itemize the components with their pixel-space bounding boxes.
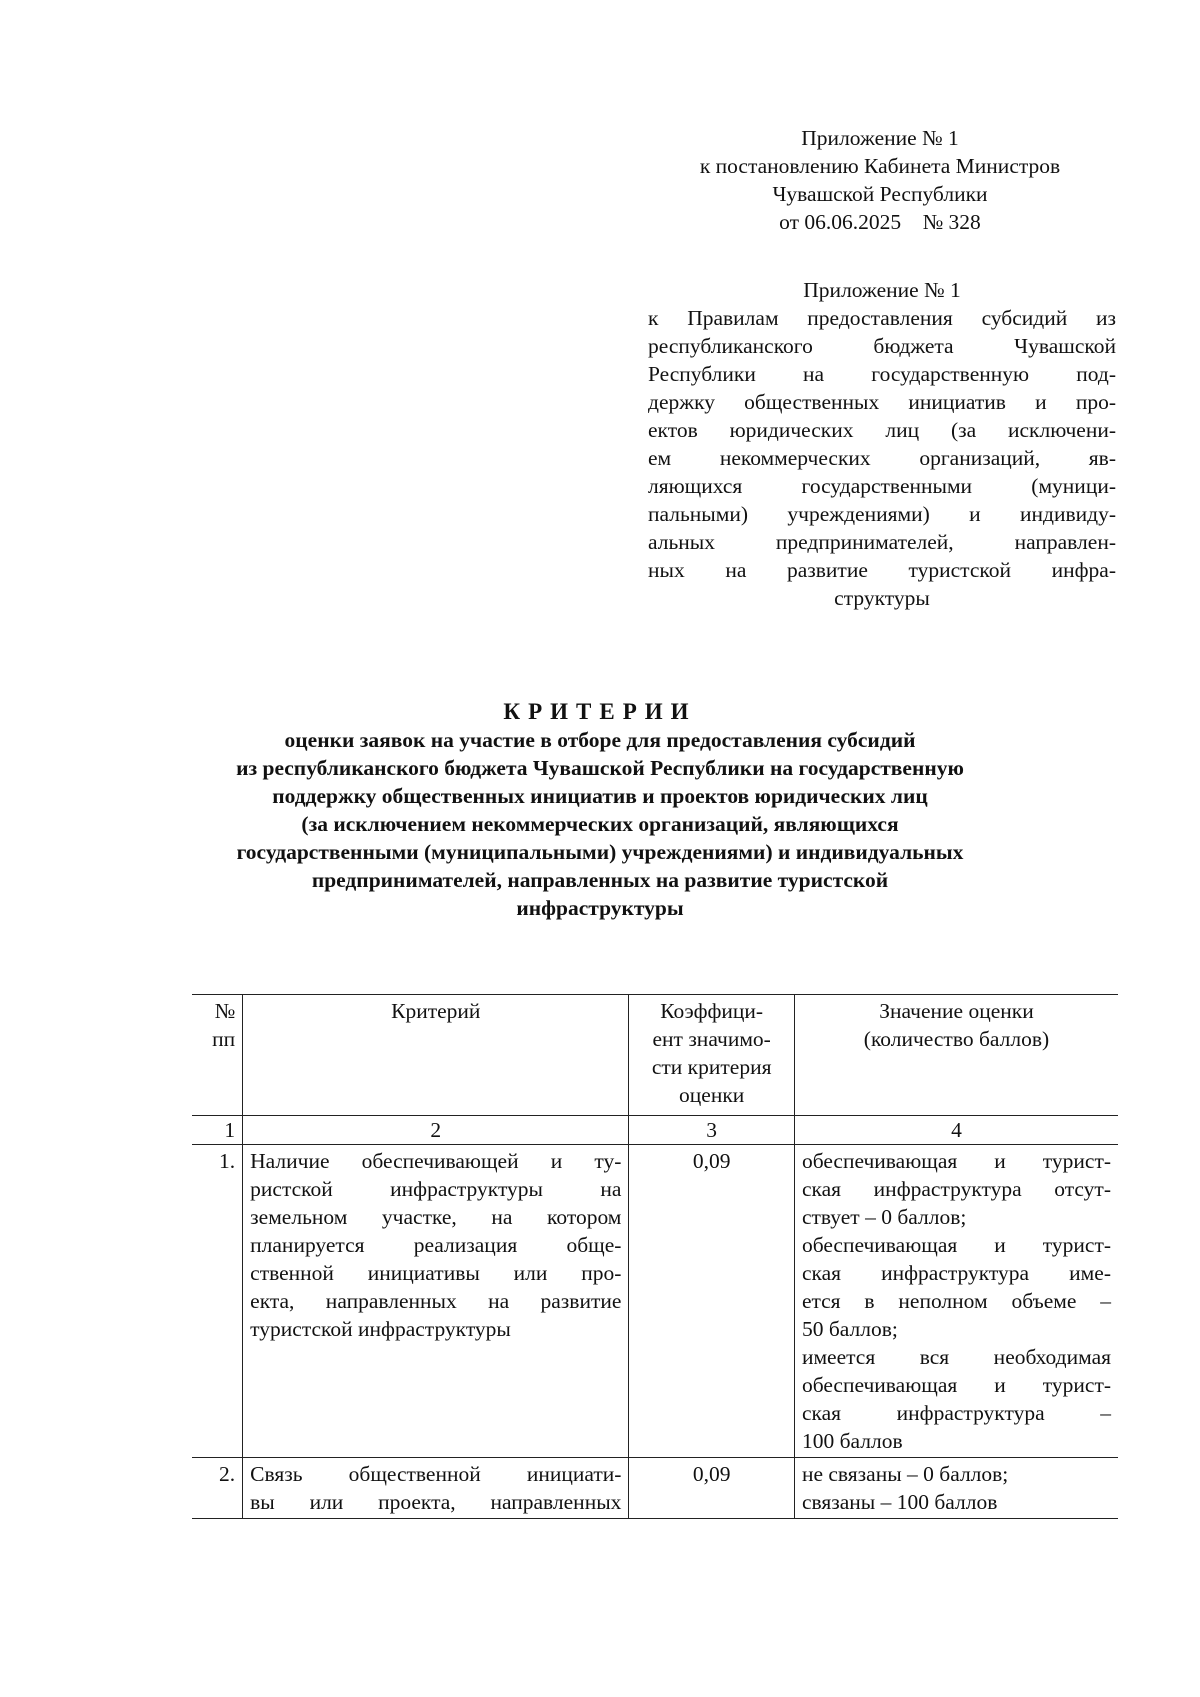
criterion-line: Связь общественной инициати-: [250, 1462, 622, 1486]
header-criterion: Критерий: [243, 995, 629, 1116]
score-line: обеспечивающая и турист-: [801, 1233, 1111, 1257]
appendix-resolution-line: Чувашской Республики: [772, 182, 988, 206]
column-number: 1: [192, 1116, 243, 1145]
appendix-rules-line: держку общественных инициатив и про-: [648, 390, 1116, 414]
criterion-line: вы или проекта, направленных: [250, 1490, 622, 1514]
score-line: ствует – 0 баллов;: [801, 1205, 967, 1229]
table-row: [192, 1458, 1118, 1519]
table-row: [192, 1145, 1118, 1458]
header-score: [794, 995, 1118, 1116]
score-line: не связаны – 0 баллов;: [801, 1462, 1009, 1486]
appendix-resolution-line: Приложение № 1: [801, 126, 959, 150]
column-number: 2: [243, 1116, 629, 1145]
title-line: поддержку общественных инициатив и проектов юридических лиц: [272, 784, 928, 808]
header-num: [192, 995, 243, 1116]
appendix-rules-heading: Приложение № 1: [803, 278, 961, 302]
score-line: 50 баллов;: [801, 1317, 898, 1341]
criteria-table: [192, 994, 1118, 1519]
column-numbers-row: [192, 1116, 1118, 1145]
appendix-resolution: [640, 124, 1120, 236]
appendix-rules-line: ем некоммерческих организаций, яв-: [648, 446, 1116, 470]
appendix-rules-line: Республики на государственную под-: [648, 362, 1116, 386]
score-line: ская инфраструктура име-: [801, 1261, 1111, 1285]
criterion-line: екта, направленных на развитие: [250, 1289, 622, 1313]
document-title: [180, 698, 1020, 922]
score-line: 100 баллов: [801, 1429, 903, 1453]
header-coef-line: оценки: [679, 1083, 745, 1107]
header-num-line: №: [214, 999, 236, 1023]
title-line: из республиканского бюджета Чувашской Республики на государственную: [236, 756, 964, 780]
appendix-rules-line: республиканского бюджета Чувашской: [648, 334, 1116, 358]
appendix-rules-line: ных на развитие туристской инфра-: [648, 558, 1116, 582]
title-heading: КРИТЕРИИ: [503, 699, 697, 724]
score-line: ется в неполном объеме –: [801, 1289, 1111, 1313]
row-number: 1.: [192, 1145, 243, 1458]
score-line: связаны – 100 баллов: [801, 1490, 998, 1514]
appendix-rules-line: ектов юридических лиц (за исключени-: [648, 418, 1116, 442]
title-line: предпринимателей, направленных на развитие туристской: [311, 868, 889, 892]
criterion-line: туристской инфраструктуры: [250, 1317, 511, 1341]
header-coef-line: ент значимо-: [652, 1027, 771, 1051]
criterion-line: ственной инициативы или про-: [250, 1261, 622, 1285]
criterion-line: земельном участке, на котором: [250, 1205, 622, 1229]
appendix-rules-line: альных предпринимателей, направлен-: [648, 530, 1116, 554]
appendix-rules-line: пальными) учреждениями) и индивиду-: [648, 502, 1116, 526]
table-header-row: [192, 995, 1118, 1116]
row-criterion: [243, 1145, 629, 1458]
criterion-line: планируется реализация обще-: [250, 1233, 622, 1257]
appendix-rules-line: ляющихся государственными (муници-: [648, 474, 1116, 498]
appendix-rules-line: к Правилам предоставления субсидий из: [648, 306, 1116, 330]
title-line: инфраструктуры: [516, 896, 684, 920]
row-score: [794, 1145, 1118, 1458]
column-number: 3: [629, 1116, 795, 1145]
header-coef-line: сти критерия: [651, 1055, 772, 1079]
title-line: государственными (муниципальными) учреждениями) и индивидуальных: [236, 840, 964, 864]
score-line: обеспечивающая и турист-: [801, 1373, 1111, 1397]
title-line: (за исключением некоммерческих организаций, являющихся: [301, 812, 899, 836]
row-criterion: [243, 1458, 629, 1519]
score-line: обеспечивающая и турист-: [801, 1149, 1111, 1173]
header-num-line: пп: [212, 1027, 236, 1051]
header-coef: [629, 995, 795, 1116]
row-coefficient: 0,09: [629, 1145, 795, 1458]
score-line: ская инфраструктура –: [801, 1401, 1111, 1425]
score-line: имеется вся необходимая: [801, 1345, 1111, 1369]
header-score-line: Значение оценки: [879, 999, 1034, 1023]
row-coefficient: 0,09: [629, 1458, 795, 1519]
header-coef-line: Коэффици-: [660, 999, 764, 1023]
row-number: 2.: [192, 1458, 243, 1519]
appendix-resolution-date: от 06.06.2025 № 328: [779, 210, 981, 234]
appendix-resolution-line: к постановлению Кабинета Министров: [699, 154, 1061, 178]
column-number: 4: [794, 1116, 1118, 1145]
criterion-line: ристской инфраструктуры на: [250, 1177, 622, 1201]
score-line: ская инфраструктура отсут-: [801, 1177, 1111, 1201]
criterion-line: Наличие обеспечивающей и ту-: [250, 1149, 622, 1173]
appendix-rules: [648, 276, 1116, 612]
header-score-line: (количество баллов): [863, 1027, 1050, 1051]
row-score: [794, 1458, 1118, 1519]
appendix-rules-line: структуры: [834, 586, 930, 610]
title-line: оценки заявок на участие в отборе для предоставления субсидий: [284, 728, 916, 752]
